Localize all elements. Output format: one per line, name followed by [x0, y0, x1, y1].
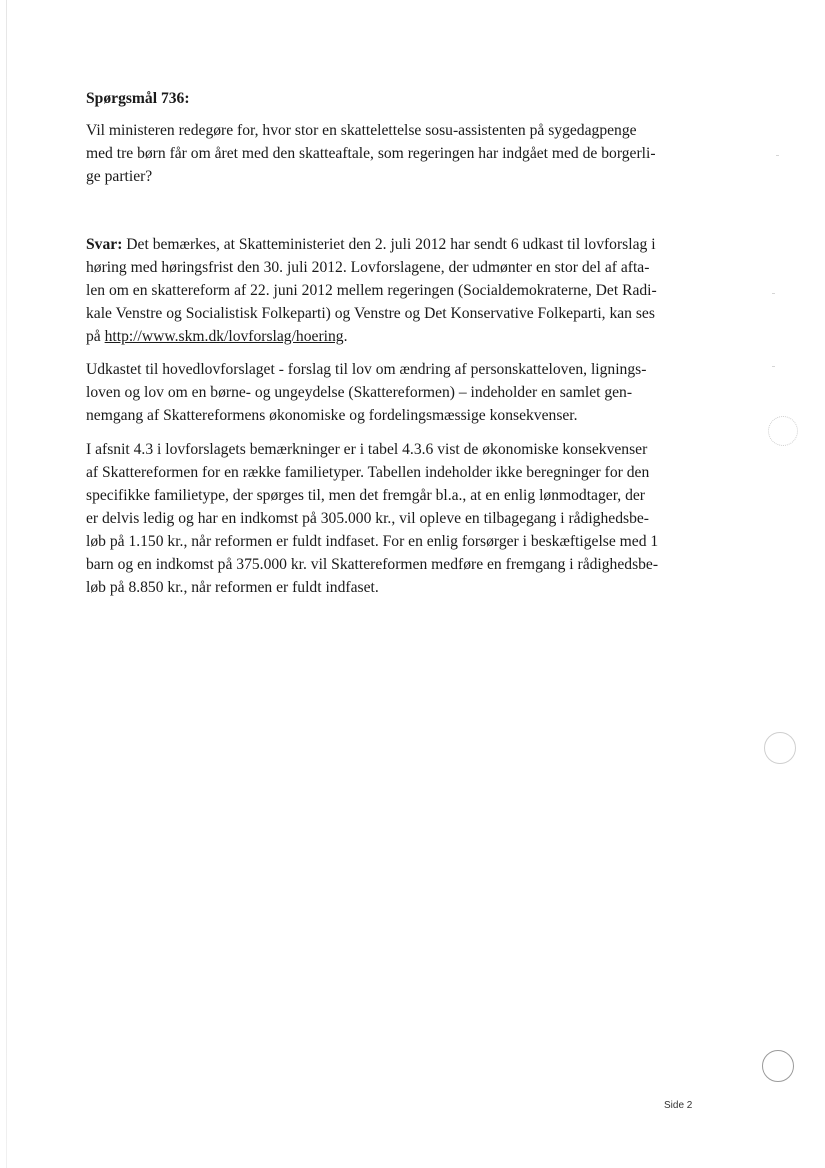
page-number: Side 2 [664, 1100, 693, 1111]
answer-first-line-text: Det bemærkes, at Skatteministeriet den 2. juli 2012 har sendt 6 udkast til lovforslag i [126, 236, 656, 253]
hoering-link[interactable]: http://www.skm.dk/lovforslag/hoering [104, 328, 344, 345]
paragraph3-line-7: løb på 8.850 kr., når reformen er fuldt indfaset. [86, 579, 379, 596]
punch-hole-mark [762, 1050, 794, 1082]
punch-hole-mark [768, 416, 798, 446]
paragraph3-line-5: løb på 1.150 kr., når reformen er fuldt indfaset. For en enlig forsørger i beskæftigelse med 1 [86, 533, 659, 550]
scan-speck [776, 155, 779, 156]
paragraph3-line-3: specifikke familietype, der spørges til, men det fremgår bl.a., at en enlig lønmodtager, der [86, 487, 645, 504]
answer-line-3: len om en skattereform af 22. juni 2012 mellem regeringen (Socialdemokraterne, Det Radi- [86, 282, 657, 299]
question-heading: Spørgsmål 736: [86, 90, 190, 107]
question-line-1: Vil ministeren redegøre for, hvor stor en skattelettelse sosu-assistenten på sygedagpenge [86, 122, 637, 139]
answer-line-4: kale Venstre og Socialistisk Folkeparti) og Venstre og Det Konservative Folkeparti, kan ses [86, 305, 655, 322]
answer-line-5 [86, 326, 726, 349]
answer-label: Svar: [86, 236, 123, 253]
scan-speck [772, 366, 775, 367]
paragraph3-line-1: I afsnit 4.3 i lovforslagets bemærkninger er i tabel 4.3.6 vist de økonomiske konsekvenser [86, 441, 648, 458]
link-prefix: på [86, 328, 105, 345]
paragraph3-line-2: af Skattereformen for en række familietyper. Tabellen indeholder ikke beregninger for den [86, 464, 650, 481]
punch-hole-mark [764, 732, 796, 764]
answer-line-2: høring med høringsfrist den 30. juli 2012. Lovforslagene, der udmønter en stor del af afta- [86, 259, 650, 276]
paragraph2-line-1: Udkastet til hovedlovforslaget - forslag til lov om ændring af personskatteloven, lignings- [86, 361, 647, 378]
scan-speck [772, 293, 775, 294]
answer-line-1 [86, 234, 726, 257]
scan-edge [6, 0, 7, 1168]
paragraph2-line-3: nemgang af Skattereformens økonomiske og fordelingsmæssige konsekvenser. [86, 407, 578, 424]
paragraph2-line-2: loven og lov om en børne- og ungeydelse (Skattereformen) – indeholder en samlet gen- [86, 384, 633, 401]
link-suffix: . [343, 328, 348, 345]
question-line-3: ge partier? [86, 168, 153, 185]
question-line-2: med tre børn får om året med den skatteaftale, som regeringen har indgået med de borgerli- [86, 145, 656, 162]
paragraph3-line-4: er delvis ledig og har en indkomst på 305.000 kr., vil opleve en tilbagegang i rådighedsbe- [86, 510, 649, 527]
paragraph3-line-6: barn og en indkomst på 375.000 kr. vil Skattereformen medføre en fremgang i rådighedsbe- [86, 556, 659, 573]
